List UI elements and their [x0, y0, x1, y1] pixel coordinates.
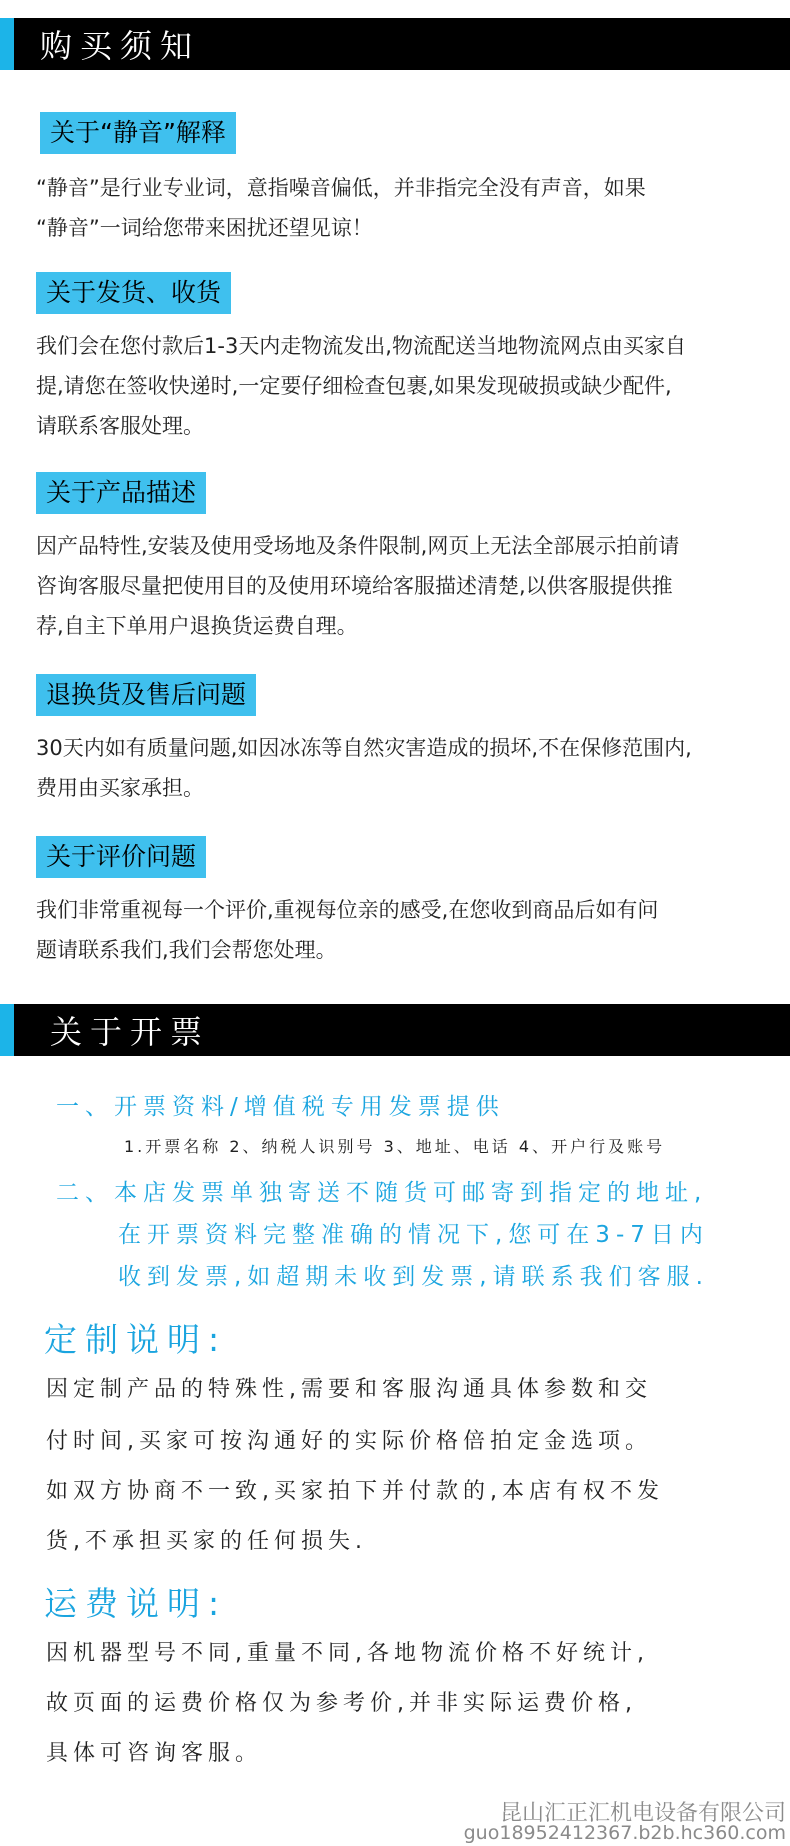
text-line: 请联系客服处理。 [36, 414, 204, 438]
custom-line: 货,不承担买家的任何损失. [46, 1529, 367, 1554]
text-line: 咨询客服尽量把使用目的及使用环境给客服描述清楚,以供客服提供推 [36, 574, 673, 598]
text-line: 因产品特性,安装及使用受场地及条件限制,网页上无法全部展示拍前请 [36, 534, 680, 558]
footer-company: 昆山汇正汇机电设备有限公司 [499, 1801, 786, 1826]
header-band-purchase [0, 18, 790, 70]
text-line: “静音”是行业专业词，意指噪音偏低，并非指完全没有声音，如果 [36, 176, 646, 200]
section-tag-shipping: 关于发货、收货 [36, 272, 231, 314]
invoice-item-2-line-3: 收到发票,如超期未收到发票,请联系我们客服. [118, 1264, 709, 1290]
invoice-item-2-line-1: 二、本店发票单独寄送不随货可邮寄到指定的地址, [56, 1180, 708, 1206]
text-line: 题请联系我们,我们会帮您处理。 [36, 938, 337, 962]
shipping-line: 因机器型号不同,重量不同,各地物流价格不好统计, [46, 1641, 649, 1666]
section-text-returns [36, 728, 776, 808]
page-title: 购买须知 [40, 27, 201, 65]
text-line: 费用由买家承担。 [36, 776, 204, 800]
text-line: “静音”一词给您带来困扰还望见谅！ [36, 216, 373, 240]
header-accent-bar [0, 18, 14, 70]
shipping-line: 具体可咨询客服。 [46, 1741, 263, 1766]
text-line: 荐,自主下单用户退换货运费自理。 [36, 614, 358, 638]
section-text-description [36, 526, 776, 646]
header-band-invoice [0, 1004, 790, 1056]
custom-heading: 定制说明: [44, 1320, 228, 1359]
text-line: 我们会在您付款后1-3天内走物流发出,物流配送当地物流网点由买家自 [36, 334, 686, 358]
custom-line: 如双方协商不一致,买家拍下并付款的,本店有权不发 [46, 1479, 664, 1504]
section-tag-description: 关于产品描述 [36, 472, 206, 514]
section-tag-reviews: 关于评价问题 [36, 836, 206, 878]
invoice-item-1-detail: 1.开票名称 2、纳税人识别号 3、地址、电话 4、开户行及账号 [124, 1137, 666, 1156]
section-tag-silent: 关于“静音”解释 [40, 112, 236, 154]
invoice-item-2-line-2: 在开票资料完整准确的情况下,您可在3-7日内 [118, 1222, 709, 1248]
section-text-reviews [36, 890, 776, 970]
custom-line: 因定制产品的特殊性,需要和客服沟通具体参数和交 [46, 1377, 652, 1402]
shipping-line: 故页面的运费价格仅为参考价,并非实际运费价格, [46, 1691, 637, 1716]
footer-url[interactable]: guo18952412367.b2b.hc360.com [463, 1822, 786, 1844]
custom-line: 付时间,买家可按沟通好的实际价格倍拍定金选项。 [46, 1429, 652, 1454]
invoice-item-1: 一、开票资料/增值税专用发票提供 [56, 1094, 505, 1120]
text-line: 提,请您在签收快递时,一定要仔细检查包裹,如果发现破损或缺少配件, [36, 374, 672, 398]
section-text-silent [36, 168, 776, 248]
invoice-title: 关于开票 [50, 1013, 211, 1051]
section-tag-returns: 退换货及售后问题 [36, 674, 256, 716]
text-line: 我们非常重视每一个评价,重视每位亲的感受,在您收到商品后如有问 [36, 898, 659, 922]
section-text-shipping [36, 326, 776, 446]
shipping-heading: 运费说明: [44, 1584, 228, 1623]
text-line: 30天内如有质量问题,如因冰冻等自然灾害造成的损坏,不在保修范围内, [36, 736, 692, 760]
header-accent-bar [0, 1004, 14, 1056]
